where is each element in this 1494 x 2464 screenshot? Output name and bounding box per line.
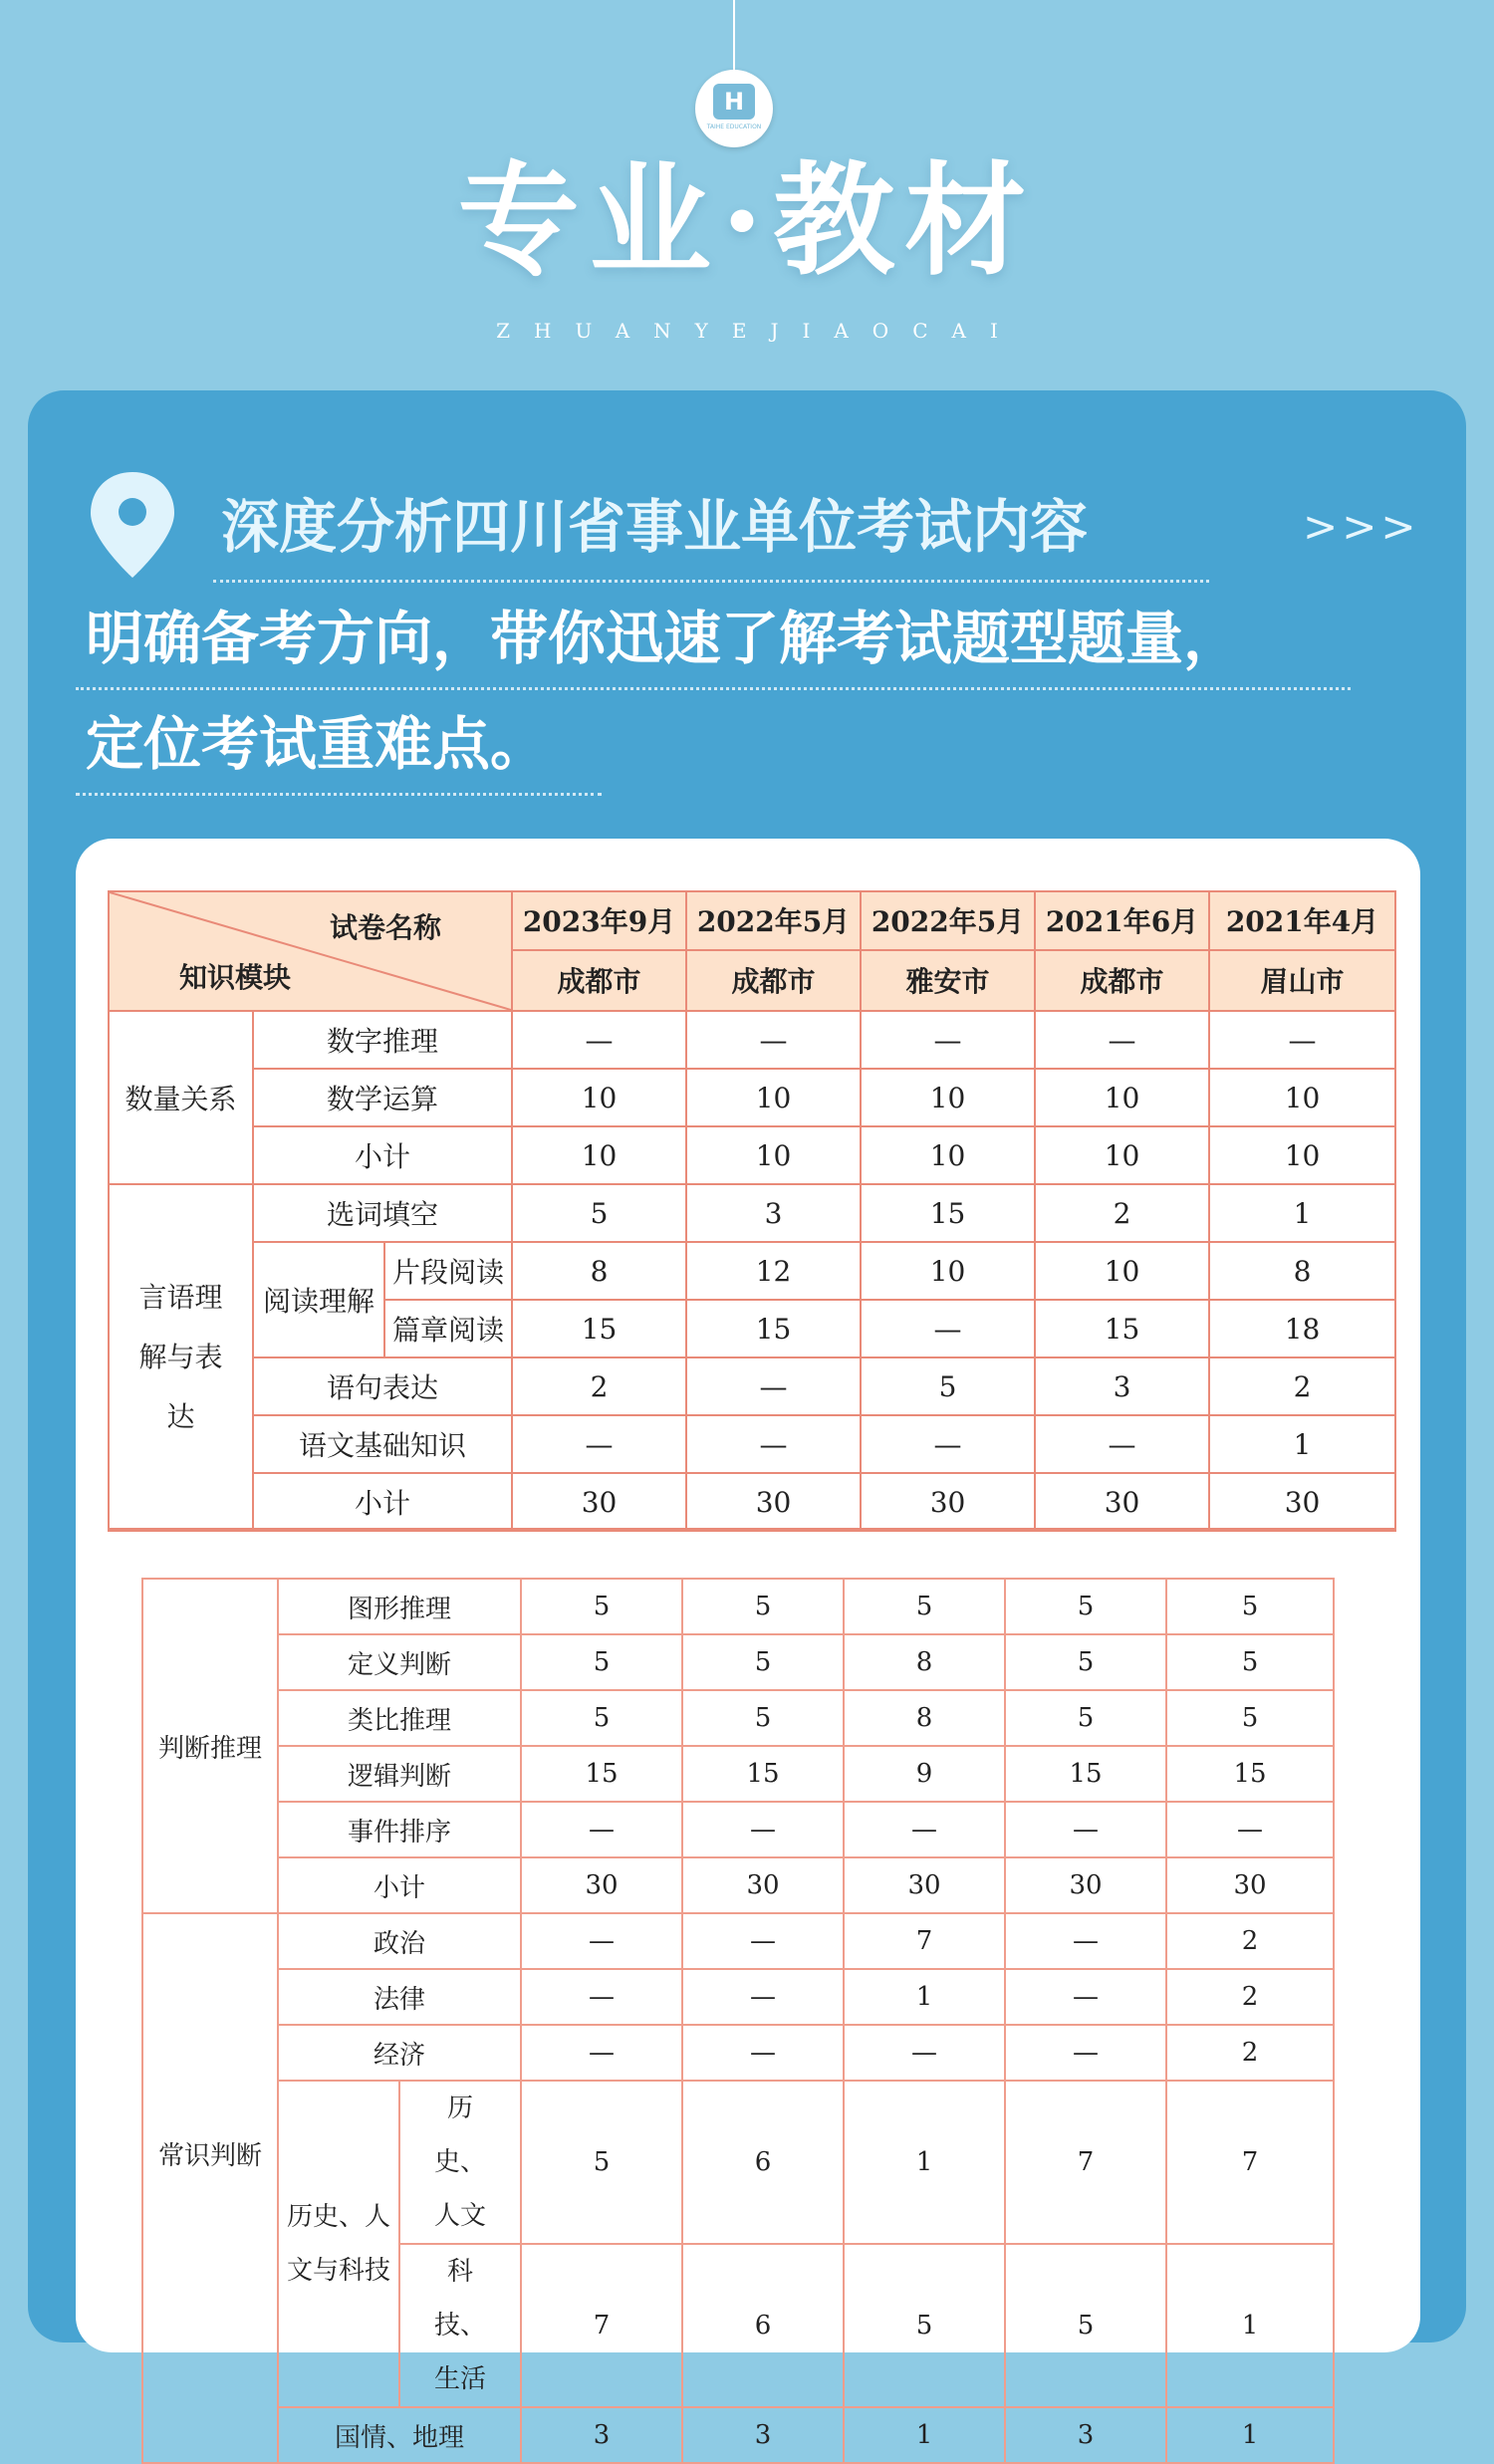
cell: — [521,1802,682,1857]
cell: 10 [1209,1069,1395,1126]
cell: — [844,1802,1005,1857]
cell: — [1166,1802,1334,1857]
cell: 15 [1005,1746,1166,1802]
subgroup-label: 阅读理解 [253,1242,384,1357]
brand-logo [695,70,773,147]
col-date: 2021年4月 [1209,891,1395,950]
group-label: 数量关系 [109,1011,253,1184]
table-row [142,2407,1334,2463]
cell: — [1005,1913,1166,1969]
cell: 5 [1005,1579,1166,1634]
cell: 1 [844,1969,1005,2025]
cell: — [844,2025,1005,2081]
logo-caption: TAIHE EDUCATION [706,123,762,130]
table-separator [108,1528,1394,1531]
cell: 5 [1166,1579,1334,1634]
cell: 2 [512,1357,686,1415]
col-city: 成都市 [512,950,686,1011]
cell: 10 [1035,1242,1209,1300]
cell: 2 [1166,1913,1334,1969]
row-label: 选词填空 [253,1184,512,1242]
cell: 3 [521,2407,682,2463]
row-label: 数字推理 [253,1011,512,1069]
table-row [142,1857,1334,1913]
table-corner-header [109,891,512,1011]
row-label: 定义判断 [278,1634,521,1690]
cell: — [686,1357,861,1415]
cell: 30 [1035,1473,1209,1531]
col-date: 2021年6月 [1035,891,1209,950]
row-label: 语句表达 [253,1357,512,1415]
cell: 10 [512,1069,686,1126]
col-date: 2023年9月 [512,891,686,950]
cell: 1 [1166,2407,1334,2463]
location-pin-icon [86,468,179,582]
cell: — [1035,1415,1209,1473]
exam-table-part2 [141,1578,1335,2464]
cell: — [682,2025,844,2081]
row-label: 事件排序 [278,1802,521,1857]
cell: 5 [521,1690,682,1746]
col-city: 雅安市 [861,950,1035,1011]
cell: 15 [512,1300,686,1357]
chevrons-icon: >>> [1303,502,1420,551]
row-label: 逻辑判断 [278,1746,521,1802]
cell: 5 [682,1634,844,1690]
cell: 7 [844,1913,1005,1969]
group-label: 判断推理 [142,1579,278,1913]
cell: 2 [1209,1357,1395,1415]
divider [76,687,1351,690]
exam-table-part1 [108,890,1396,1532]
table-row [109,1242,1395,1300]
table-row [109,1415,1395,1473]
cell: 7 [1166,2081,1334,2244]
cell: 30 [844,1857,1005,1913]
col-date: 2022年5月 [861,891,1035,950]
cell: — [682,1913,844,1969]
cell: 5 [861,1357,1035,1415]
cell: 1 [844,2081,1005,2244]
cell: — [521,1969,682,2025]
cell: 8 [1209,1242,1395,1300]
cell: 10 [686,1126,861,1184]
cell: — [861,1300,1035,1357]
cell: — [1005,1802,1166,1857]
row-label: 小计 [253,1473,512,1531]
col-city: 成都市 [1035,950,1209,1011]
cell: 7 [521,2244,682,2407]
cell: 6 [682,2081,844,2244]
row-label: 历史、人文 [399,2081,521,2244]
cell: — [686,1415,861,1473]
row-label: 科技、生活 [399,2244,521,2407]
cell: 5 [1005,1690,1166,1746]
cell: 10 [861,1069,1035,1126]
cell: 8 [844,1690,1005,1746]
cell: 15 [1035,1300,1209,1357]
table-row [142,1746,1334,1802]
page-title: 专业·教材 [457,148,1037,292]
row-label: 国情、地理 [278,2407,521,2463]
cell: 3 [1035,1357,1209,1415]
cell: 3 [686,1184,861,1242]
cell: 30 [521,1857,682,1913]
intro-line-1: 明确备考方向，带你迅速了解考试题型题量， [86,605,1242,672]
cell: 10 [861,1126,1035,1184]
cell: — [861,1011,1035,1069]
cell: 30 [1166,1857,1334,1913]
cell: 5 [1166,1690,1334,1746]
cell: 5 [844,2244,1005,2407]
row-label: 语文基础知识 [253,1415,512,1473]
table-row [142,1969,1334,2025]
group-label: 言语理解与表达 [109,1184,253,1531]
cell: 7 [1005,2081,1166,2244]
cell: 2 [1166,1969,1334,2025]
cell: — [1035,1011,1209,1069]
table-row [142,1802,1334,1857]
table-row [109,1126,1395,1184]
intro-heading: 深度分析四川省事业单位考试内容 [221,493,1089,561]
cell: 30 [1209,1473,1395,1531]
table-row [142,1579,1334,1634]
cell: 1 [1166,2244,1334,2407]
cell: 30 [682,1857,844,1913]
cell: — [512,1415,686,1473]
col-city: 眉山市 [1209,950,1395,1011]
cell: 15 [1166,1746,1334,1802]
row-label: 图形推理 [278,1579,521,1634]
row-label: 数学运算 [253,1069,512,1126]
hanging-line [733,0,735,72]
cell: 5 [512,1184,686,1242]
cell: — [1005,2025,1166,2081]
cell: 15 [686,1300,861,1357]
row-label: 篇章阅读 [384,1300,512,1357]
row-label: 类比推理 [278,1690,521,1746]
corner-label-exam: 试卷名称 [330,911,442,944]
intro-line-2: 定位考试重难点。 [86,710,549,778]
cell: 5 [844,1579,1005,1634]
cell: — [686,1011,861,1069]
cell: 5 [521,1579,682,1634]
row-label: 法律 [278,1969,521,2025]
table-row [142,1634,1334,1690]
cell: 8 [844,1634,1005,1690]
table-row [109,1184,1395,1242]
cell: 5 [1005,1634,1166,1690]
cell: 1 [1209,1184,1395,1242]
cell: — [521,2025,682,2081]
col-city: 成都市 [686,950,861,1011]
cell: — [521,1913,682,1969]
cell: 3 [682,2407,844,2463]
cell: 10 [1209,1126,1395,1184]
cell: 5 [1166,1634,1334,1690]
cell: 10 [686,1069,861,1126]
logo-mark: H [713,84,755,120]
col-date: 2022年5月 [686,891,861,950]
cell: 10 [1035,1126,1209,1184]
row-label: 小计 [253,1126,512,1184]
cell: — [682,1802,844,1857]
cell: 30 [1005,1857,1166,1913]
table-row [109,1011,1395,1069]
cell: 2 [1166,2025,1334,2081]
divider [213,580,1209,583]
cell: 5 [682,1579,844,1634]
group-label: 常识判断 [142,1913,278,2463]
cell: — [1209,1011,1395,1069]
cell: — [512,1011,686,1069]
corner-label-module: 知识模块 [179,961,292,994]
cell: — [682,1969,844,2025]
table-row [142,1690,1334,1746]
page-subtitle: ZHUANYEJIAOCAI [496,319,1022,343]
table-row [109,1357,1395,1415]
row-label: 片段阅读 [384,1242,512,1300]
cell: 15 [861,1184,1035,1242]
cell: 5 [521,1634,682,1690]
subgroup-label: 历史、人文与科技 [278,2081,399,2407]
cell: 15 [682,1746,844,1802]
cell: 1 [1209,1415,1395,1473]
cell: 9 [844,1746,1005,1802]
cell: 8 [512,1242,686,1300]
cell: — [1005,1969,1166,2025]
cell: 2 [1035,1184,1209,1242]
cell: 30 [861,1473,1035,1531]
cell: 10 [1035,1069,1209,1126]
cell: 5 [682,1690,844,1746]
row-label: 小计 [278,1857,521,1913]
table-row [142,2081,1334,2244]
cell: 30 [512,1473,686,1531]
divider [76,793,602,796]
cell: 3 [1005,2407,1166,2463]
cell: 5 [1005,2244,1166,2407]
cell: 6 [682,2244,844,2407]
cell: — [861,1415,1035,1473]
table-row [142,1913,1334,1969]
cell: 15 [521,1746,682,1802]
row-label: 经济 [278,2025,521,2081]
cell: 10 [512,1126,686,1184]
diagonal-line [110,892,511,1010]
row-label: 政治 [278,1913,521,1969]
cell: 10 [861,1242,1035,1300]
table-row [109,1473,1395,1531]
table-row [142,2025,1334,2081]
cell: 18 [1209,1300,1395,1357]
cell: 30 [686,1473,861,1531]
cell: 12 [686,1242,861,1300]
cell: 5 [521,2081,682,2244]
cell: 1 [844,2407,1005,2463]
table-row [109,1069,1395,1126]
